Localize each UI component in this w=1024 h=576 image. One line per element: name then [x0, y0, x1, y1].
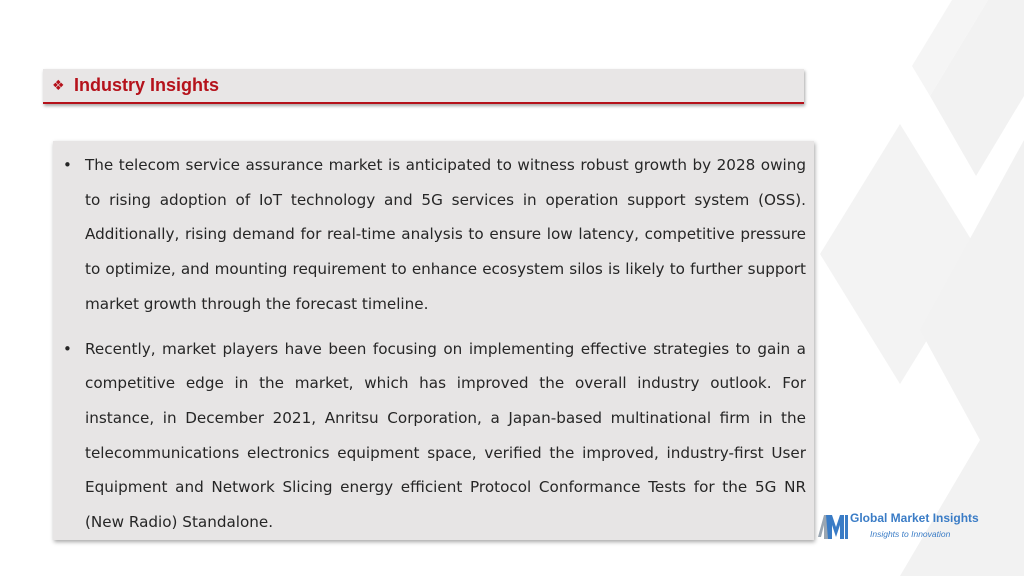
section-header — [43, 69, 804, 104]
bullet-item — [63, 148, 806, 322]
gmi-logo-mark-icon — [818, 509, 848, 543]
gmi-logo — [818, 508, 978, 544]
bullet-dot-icon: • — [63, 339, 72, 358]
bullet-text: The telecom service assurance market is anticipated to witness robust growth by 2028 owing to rising adoption of IoT technology and 5G services in operation support system (OSS). Additionally, rising demand for real-time analysis to ensure low latency, competitive pressure to optimize, and mounting requirement to enhance ecosystem silos is likely to further support market growth through the forecast timeline. — [85, 156, 806, 313]
insights-content-box — [53, 141, 814, 540]
four-diamond-bullet-icon: ❖ — [52, 77, 65, 94]
logo-tagline: Insights to Innovation — [870, 529, 951, 539]
bullet-dot-icon: • — [63, 156, 72, 174]
bullet-item — [63, 332, 806, 540]
section-title: Industry Insights — [74, 75, 220, 95]
insights-bullet-list — [63, 148, 806, 540]
bullet-text: Recently, market players have been focusing on implementing effective strategies to gain a competitive edge in the market, which has improved the overall industry outlook. For instance, in December 2021, Anritsu Corporation, a Japan-based multinational firm in the telecommunications electronics equipment space, verified the improved, industry-first User Equipment and Network Slicing energy efficient Protocol Conformance Tests for the 5G NR (New Radio) Standalone. — [85, 339, 806, 532]
logo-title: Global Market Insights — [850, 511, 979, 525]
